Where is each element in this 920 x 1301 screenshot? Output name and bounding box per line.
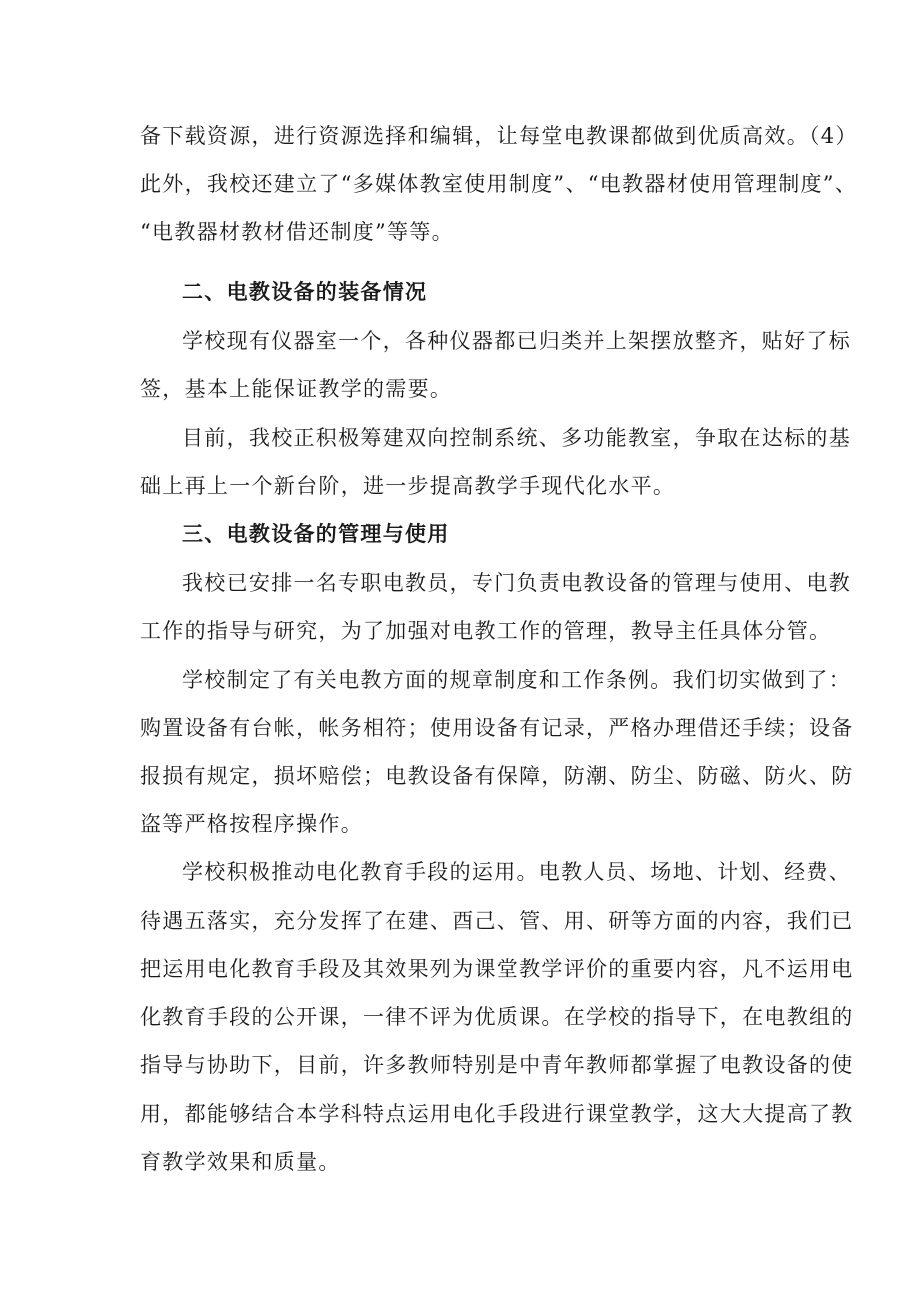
paragraph-line: “电教器材教材借还制度”等等。 [140,220,454,244]
paragraph-line: 目前，我校正积极筹建双向控制系统、多功能教室，争取在达标的基 [182,426,851,450]
paragraph-line: 把运用电化教育手段及其效果列为课堂教学评价的重要内容，凡不运用电 [140,957,854,981]
paragraph-line: 学校现有仪器室一个，各种仪器都已归类并上架摆放整齐，贴好了标 [182,329,851,353]
paragraph-line: 盗等严格按程序操作。 [140,812,363,836]
paragraph-line: 用，都能够结合本学科特点运用电化手段进行课堂教学，这大大提高了教 [140,1102,854,1126]
paragraph-line: 础上再上一个新台阶，进一步提高教学手现代化水平。 [140,474,676,498]
section-heading-management: 三、电教设备的管理与使用 [182,521,450,546]
paragraph-line: 备下载资源，进行资源选择和编辑，让每堂电教课都做到优质高效。（4） [140,124,858,148]
paragraph-line: 工作的指导与研究，为了加强对电教工作的管理，教导主任具体分管。 [140,619,832,643]
paragraph-line: 学校制定了有关电教方面的规章制度和工作条例。我们切实做到了： [182,668,851,692]
paragraph-line: 指导与协助下，目前，许多教师特别是中青年教师都掌握了电教设备的使 [140,1053,854,1077]
paragraph-line: 学校积极推动电化教育手段的运用。电教人员、场地、计划、经费、 [182,860,851,884]
paragraph-line: 育教学效果和质量。 [140,1150,341,1174]
paragraph-line: 我校已安排一名专职电教员，专门负责电教设备的管理与使用、电教 [182,571,851,595]
section-heading-equipment: 二、电教设备的装备情况 [182,279,428,304]
paragraph-line: 此外，我校还建立了“多媒体教室使用制度”、“电教器材使用管理制度”、 [140,172,858,196]
paragraph-line: 待遇五落实，充分发挥了在建、酉己、管、用、研等方面的内容，我们已 [140,909,854,933]
paragraph-line: 报损有规定，损坏赔偿；电教设备有保障，防潮、防尘、防磁、防火、防 [140,764,854,788]
paragraph-line: 签，基本上能保证教学的需要。 [140,377,453,401]
paragraph-line: 化教育手段的公开课，一律不评为优质课。在学校的指导下，在电教组的 [140,1005,854,1029]
paragraph-line: 购置设备有台帐，帐务相符；使用设备有记录，严格办理借还手续；设备 [140,716,854,740]
